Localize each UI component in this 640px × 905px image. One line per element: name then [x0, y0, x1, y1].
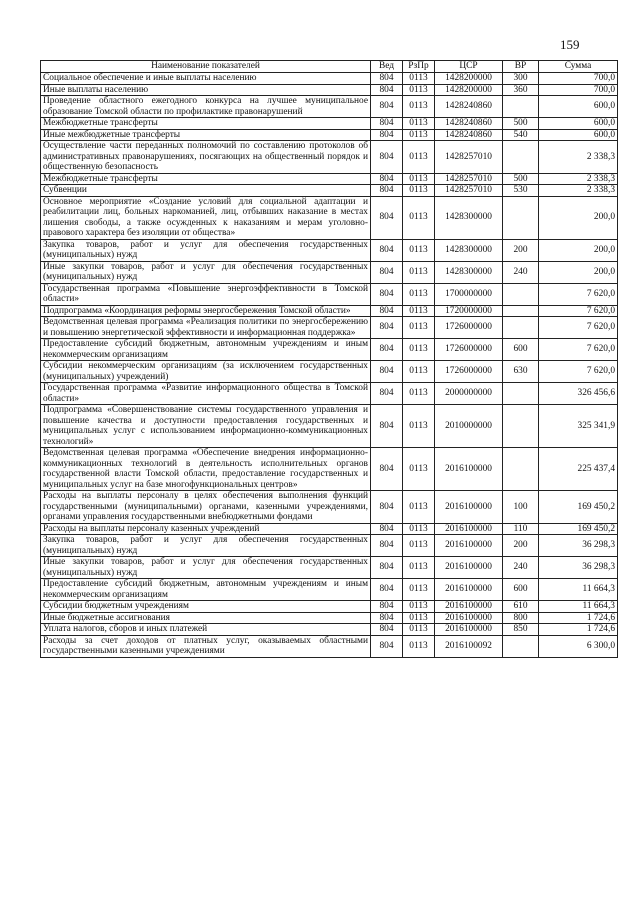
table-row — [41, 118, 618, 130]
cell-name: Расходы за счет доходов от платных услуг, оказываемых областными государственными казенными учреждениями — [41, 635, 371, 657]
cell-sum: 11 664,3 — [539, 601, 618, 613]
cell-ved: 804 — [371, 305, 403, 317]
cell-sum: 2 338,3 — [539, 185, 618, 197]
cell-csr: 1428240860 — [435, 129, 503, 141]
cell-ved: 804 — [371, 261, 403, 283]
cell-vr: 200 — [503, 239, 539, 261]
cell-rzpr: 0113 — [403, 601, 435, 613]
cell-rzpr: 0113 — [403, 448, 435, 491]
cell-sum: 700,0 — [539, 84, 618, 96]
cell-vr — [503, 448, 539, 491]
cell-rzpr: 0113 — [403, 173, 435, 185]
cell-csr: 2016100000 — [435, 448, 503, 491]
cell-ved: 804 — [371, 612, 403, 624]
table-header-row — [41, 61, 618, 73]
cell-name: Основное мероприятие «Создание условий для социальной адаптации и реабилитации лиц, больных наркоманией, лиц, отбывших наказание в местах лишения свободы, а также осужденных к наказаниям и мерам уголовно-правового характера без изоляции от общества» — [41, 196, 371, 239]
cell-sum: 200,0 — [539, 196, 618, 239]
cell-rzpr: 0113 — [403, 283, 435, 305]
cell-sum: 225 437,4 — [539, 448, 618, 491]
cell-sum: 6 300,0 — [539, 635, 618, 657]
cell-sum: 7 620,0 — [539, 305, 618, 317]
cell-ved: 804 — [371, 405, 403, 448]
cell-vr: 540 — [503, 129, 539, 141]
table-row — [41, 261, 618, 283]
cell-ved: 804 — [371, 601, 403, 613]
header-sum: Сумма — [539, 61, 618, 73]
cell-ved: 804 — [371, 317, 403, 339]
cell-vr: 360 — [503, 84, 539, 96]
table-row — [41, 361, 618, 383]
table-row — [41, 84, 618, 96]
cell-sum: 1 724,6 — [539, 612, 618, 624]
cell-ved: 804 — [371, 173, 403, 185]
cell-rzpr: 0113 — [403, 339, 435, 361]
cell-csr: 1428257010 — [435, 141, 503, 174]
cell-name: Осуществление части переданных полномочий по составлению протоколов об административных правонарушениях, посягающих на общественный порядок и общественную безопасность — [41, 141, 371, 174]
table-row — [41, 491, 618, 524]
cell-rzpr: 0113 — [403, 96, 435, 118]
cell-ved: 804 — [371, 491, 403, 524]
table-row — [41, 448, 618, 491]
header-vr: ВР — [503, 61, 539, 73]
cell-rzpr: 0113 — [403, 635, 435, 657]
page-number: 159 — [560, 37, 580, 52]
cell-csr: 2016100000 — [435, 579, 503, 601]
cell-rzpr: 0113 — [403, 579, 435, 601]
cell-csr: 1428200000 — [435, 84, 503, 96]
table-row — [41, 141, 618, 174]
cell-csr: 1428240860 — [435, 96, 503, 118]
cell-ved: 804 — [371, 383, 403, 405]
cell-sum: 700,0 — [539, 73, 618, 85]
cell-vr — [503, 96, 539, 118]
header-ved: Вед — [371, 61, 403, 73]
cell-csr: 2016100000 — [435, 612, 503, 624]
cell-name: Закупка товаров, работ и услуг для обеспечения государственных (муниципальных) нужд — [41, 535, 371, 557]
cell-rzpr: 0113 — [403, 185, 435, 197]
cell-csr: 1428200000 — [435, 73, 503, 85]
cell-vr: 100 — [503, 491, 539, 524]
cell-name: Субсидии бюджетным учреждениям — [41, 601, 371, 613]
cell-rzpr: 0113 — [403, 129, 435, 141]
table-row — [41, 405, 618, 448]
cell-name: Проведение областного ежегодного конкурса на лучшее муниципальное образование Томской области по профилактике правонарушений — [41, 96, 371, 118]
cell-csr: 1428240860 — [435, 118, 503, 130]
table-row — [41, 601, 618, 613]
cell-csr: 2016100092 — [435, 635, 503, 657]
cell-ved: 804 — [371, 73, 403, 85]
cell-vr — [503, 317, 539, 339]
cell-ved: 804 — [371, 535, 403, 557]
cell-vr — [503, 141, 539, 174]
cell-vr — [503, 283, 539, 305]
cell-vr: 200 — [503, 535, 539, 557]
header-csr: ЦСР — [435, 61, 503, 73]
cell-ved: 804 — [371, 96, 403, 118]
table-row — [41, 579, 618, 601]
cell-name: Подпрограмма «Координация реформы энергосбережения Томской области» — [41, 305, 371, 317]
cell-csr: 1428300000 — [435, 196, 503, 239]
cell-rzpr: 0113 — [403, 491, 435, 524]
cell-ved: 804 — [371, 635, 403, 657]
cell-sum: 2 338,3 — [539, 173, 618, 185]
cell-ved: 804 — [371, 118, 403, 130]
cell-sum: 7 620,0 — [539, 283, 618, 305]
cell-csr: 2016100000 — [435, 624, 503, 636]
table-row — [41, 96, 618, 118]
cell-sum: 600,0 — [539, 96, 618, 118]
cell-rzpr: 0113 — [403, 84, 435, 96]
table-row — [41, 612, 618, 624]
cell-vr: 600 — [503, 339, 539, 361]
cell-rzpr: 0113 — [403, 535, 435, 557]
cell-csr: 1428300000 — [435, 239, 503, 261]
table-row — [41, 624, 618, 636]
budget-table — [40, 60, 618, 658]
cell-sum: 7 620,0 — [539, 339, 618, 361]
cell-ved: 804 — [371, 523, 403, 535]
cell-name: Межбюджетные трансферты — [41, 118, 371, 130]
cell-rzpr: 0113 — [403, 239, 435, 261]
cell-csr: 2016100000 — [435, 535, 503, 557]
cell-sum: 600,0 — [539, 129, 618, 141]
cell-csr: 1726000000 — [435, 339, 503, 361]
table-row — [41, 196, 618, 239]
table-row — [41, 73, 618, 85]
cell-ved: 804 — [371, 624, 403, 636]
cell-name: Межбюджетные трансферты — [41, 173, 371, 185]
table-row — [41, 317, 618, 339]
cell-sum: 600,0 — [539, 118, 618, 130]
cell-vr: 800 — [503, 612, 539, 624]
table-row — [41, 173, 618, 185]
cell-vr: 850 — [503, 624, 539, 636]
header-name: Наименование показателей — [41, 61, 371, 73]
cell-sum: 200,0 — [539, 239, 618, 261]
cell-csr: 2000000000 — [435, 383, 503, 405]
cell-vr: 600 — [503, 579, 539, 601]
cell-sum: 36 298,3 — [539, 557, 618, 579]
cell-sum: 200,0 — [539, 261, 618, 283]
cell-ved: 804 — [371, 239, 403, 261]
cell-csr: 1428257010 — [435, 185, 503, 197]
table-row — [41, 523, 618, 535]
cell-vr: 110 — [503, 523, 539, 535]
table-row — [41, 535, 618, 557]
cell-name: Государственная программа «Развитие информационного общества в Томской области» — [41, 383, 371, 405]
cell-rzpr: 0113 — [403, 383, 435, 405]
cell-csr: 2016100000 — [435, 491, 503, 524]
cell-name: Субсидии некоммерческим организациям (за исключением государственных (муниципальных) учреждений) — [41, 361, 371, 383]
cell-ved: 804 — [371, 448, 403, 491]
cell-ved: 804 — [371, 361, 403, 383]
cell-name: Ведомственная целевая программа «Реализация политики по энергосбережению и повышению энергетической эффективности и информационная поддержка» — [41, 317, 371, 339]
cell-rzpr: 0113 — [403, 73, 435, 85]
cell-name: Иные межбюджетные трансферты — [41, 129, 371, 141]
cell-vr — [503, 635, 539, 657]
table-row — [41, 185, 618, 197]
cell-csr: 2016100000 — [435, 523, 503, 535]
cell-ved: 804 — [371, 339, 403, 361]
cell-rzpr: 0113 — [403, 261, 435, 283]
cell-ved: 804 — [371, 579, 403, 601]
cell-ved: 804 — [371, 283, 403, 305]
cell-csr: 2016100000 — [435, 601, 503, 613]
cell-ved: 804 — [371, 129, 403, 141]
cell-sum: 36 298,3 — [539, 535, 618, 557]
cell-vr: 630 — [503, 361, 539, 383]
cell-csr: 1726000000 — [435, 317, 503, 339]
cell-vr: 500 — [503, 173, 539, 185]
cell-rzpr: 0113 — [403, 624, 435, 636]
cell-csr: 2016100000 — [435, 557, 503, 579]
cell-rzpr: 0113 — [403, 523, 435, 535]
table-row — [41, 129, 618, 141]
cell-sum: 169 450,2 — [539, 491, 618, 524]
cell-name: Иные закупки товаров, работ и услуг для обеспечения государственных (муниципальных) нужд — [41, 557, 371, 579]
cell-ved: 804 — [371, 84, 403, 96]
cell-vr: 300 — [503, 73, 539, 85]
cell-name: Ведомственная целевая программа «Обеспечение внедрения информационно-коммуникационных технологий в деятельность исполнительных органов государственной власти Томской области, предоставление государственных и муниципальных услуг на базе многофункциональных центров» — [41, 448, 371, 491]
table-row — [41, 305, 618, 317]
table-row — [41, 557, 618, 579]
table-row — [41, 383, 618, 405]
cell-sum: 326 456,6 — [539, 383, 618, 405]
cell-ved: 804 — [371, 557, 403, 579]
cell-rzpr: 0113 — [403, 305, 435, 317]
cell-sum: 325 341,9 — [539, 405, 618, 448]
cell-csr: 1720000000 — [435, 305, 503, 317]
cell-name: Предоставление субсидий бюджетным, автономным учреждениям и иным некоммерческим организациям — [41, 339, 371, 361]
cell-name: Закупка товаров, работ и услуг для обеспечения государственных (муниципальных) нужд — [41, 239, 371, 261]
cell-name: Подпрограмма «Совершенствование системы государственного управления и повышение качества и доступности предоставления государственных и муниципальных услуг с использованием информационно-коммуникационных технологий» — [41, 405, 371, 448]
cell-name: Предоставление субсидий бюджетным, автономным учреждениям и иным некоммерческим организациям — [41, 579, 371, 601]
cell-vr: 530 — [503, 185, 539, 197]
cell-vr: 240 — [503, 261, 539, 283]
cell-vr: 240 — [503, 557, 539, 579]
cell-name: Расходы на выплаты персоналу в целях обеспечения выполнения функций государственными (муниципальными) органами, казенными учреждениями, органами управления государственными внебюджетными фондами — [41, 491, 371, 524]
cell-name: Расходы на выплаты персоналу казенных учреждений — [41, 523, 371, 535]
cell-name: Иные бюджетные ассигнования — [41, 612, 371, 624]
cell-ved: 804 — [371, 141, 403, 174]
cell-name: Иные выплаты населению — [41, 84, 371, 96]
cell-name: Субвенции — [41, 185, 371, 197]
cell-vr: 500 — [503, 118, 539, 130]
cell-sum: 7 620,0 — [539, 361, 618, 383]
cell-rzpr: 0113 — [403, 557, 435, 579]
cell-ved: 804 — [371, 196, 403, 239]
cell-sum: 169 450,2 — [539, 523, 618, 535]
cell-csr: 2010000000 — [435, 405, 503, 448]
cell-rzpr: 0113 — [403, 361, 435, 383]
cell-csr: 1700000000 — [435, 283, 503, 305]
cell-sum: 2 338,3 — [539, 141, 618, 174]
cell-vr — [503, 405, 539, 448]
cell-csr: 1428300000 — [435, 261, 503, 283]
cell-name: Социальное обеспечение и иные выплаты населению — [41, 73, 371, 85]
cell-rzpr: 0113 — [403, 196, 435, 239]
cell-sum: 7 620,0 — [539, 317, 618, 339]
table-row — [41, 239, 618, 261]
table-row — [41, 635, 618, 657]
cell-name: Государственная программа «Повышение энергоэффективности в Томской области» — [41, 283, 371, 305]
cell-sum: 1 724,6 — [539, 624, 618, 636]
cell-vr — [503, 196, 539, 239]
cell-rzpr: 0113 — [403, 612, 435, 624]
header-rzpr: РзПр — [403, 61, 435, 73]
cell-vr: 610 — [503, 601, 539, 613]
cell-rzpr: 0113 — [403, 405, 435, 448]
table-row — [41, 339, 618, 361]
cell-csr: 1428257010 — [435, 173, 503, 185]
cell-name: Иные закупки товаров, работ и услуг для обеспечения государственных (муниципальных) нужд — [41, 261, 371, 283]
table-body — [41, 73, 618, 658]
cell-name: Уплата налогов, сборов и иных платежей — [41, 624, 371, 636]
cell-rzpr: 0113 — [403, 141, 435, 174]
table-row — [41, 283, 618, 305]
cell-csr: 1726000000 — [435, 361, 503, 383]
cell-ved: 804 — [371, 185, 403, 197]
cell-rzpr: 0113 — [403, 118, 435, 130]
cell-vr — [503, 383, 539, 405]
cell-sum: 11 664,3 — [539, 579, 618, 601]
cell-rzpr: 0113 — [403, 317, 435, 339]
cell-vr — [503, 305, 539, 317]
